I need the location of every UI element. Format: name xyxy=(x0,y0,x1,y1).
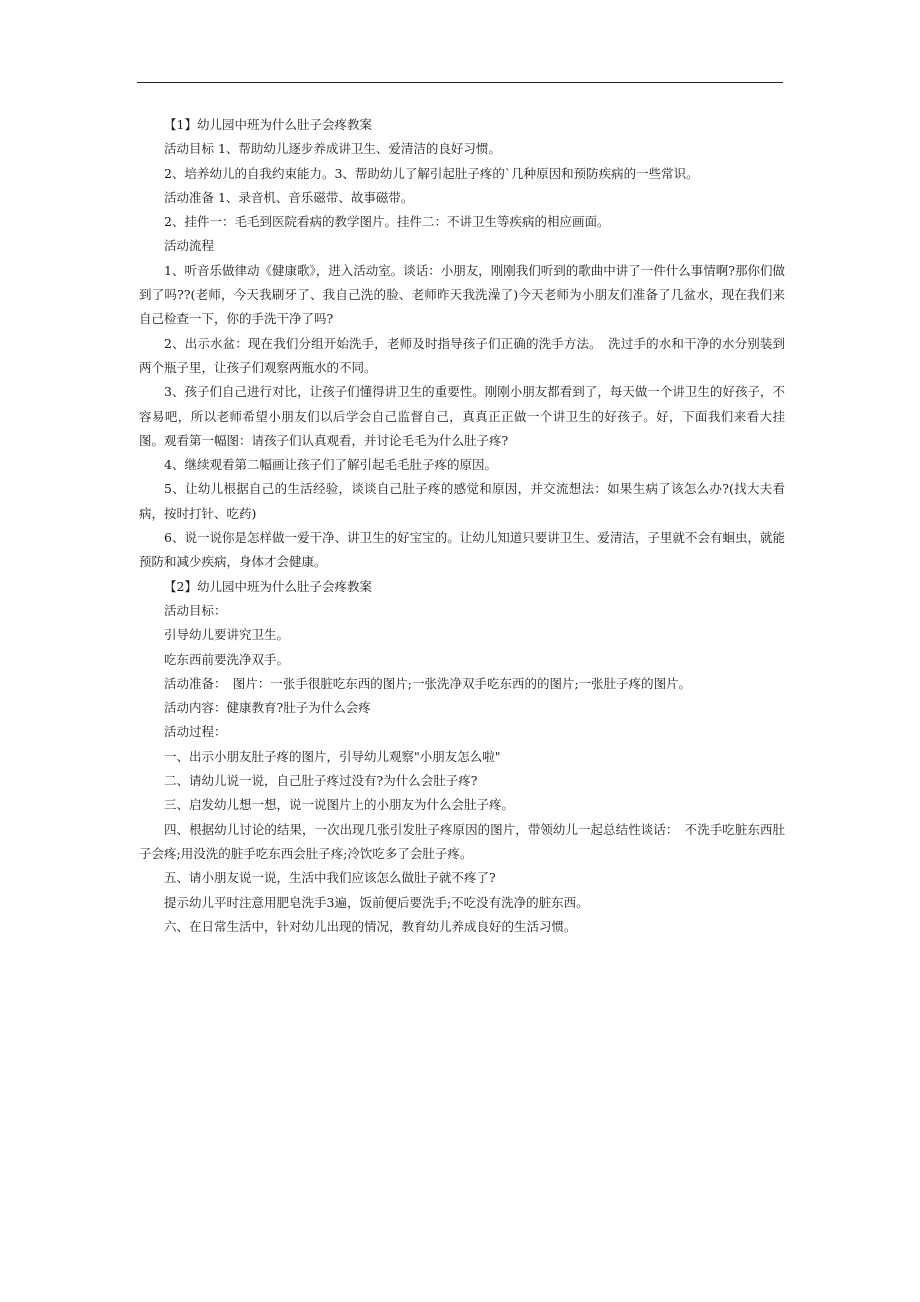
paragraph: 二、请幼儿说一说，自己肚子疼过没有?为什么会肚子疼? xyxy=(164,773,478,789)
paragraph: 活动过程： xyxy=(164,724,227,740)
header-rule xyxy=(137,82,783,83)
paragraph: 活动目标： xyxy=(164,602,227,618)
paragraph: 引导幼儿要讲究卫生。 xyxy=(164,627,290,643)
paragraph: 五、请小朋友说一说，生活中我们应该怎么做肚子就不疼了? xyxy=(164,870,496,886)
paragraph: 六、在日常生活中，针对幼儿出现的情况，教育幼儿养成良好的生活习惯。 xyxy=(164,918,577,934)
section-heading-2: 【2】幼儿园中班为什么肚子会疼教案 xyxy=(164,578,372,594)
paragraph: 4、继续观看第二幅画让孩子们了解引起毛毛肚子疼的原因。 xyxy=(164,457,497,473)
paragraph: 活动内容：健康教育?肚子为什么会疼 xyxy=(164,700,371,716)
paragraph: 1、听音乐做律动《健康歌》，进入活动室。谈话：小朋友，刚刚我们听到的歌曲中讲了一件什么事情啊?那你们做到了吗??(老师，今天我刷牙了、我自己洗的脸、老师昨天我洗澡了)今天老师为小朋友们准备了几盆水，现在我们来自己检查一下，你的手洗干净了吗? xyxy=(139,262,785,327)
paragraph: 活动目标 1、帮助幼儿逐步养成讲卫生、爱清洁的良好习惯。 xyxy=(164,141,501,157)
document-body xyxy=(139,113,785,939)
paragraph: 6、说一说你是怎样做一爱干净、讲卫生的好宝宝的。让幼儿知道只要讲卫生、爱清洁，子里就不会有蛔虫，就能预防和减少疾病，身体才会健康。 xyxy=(139,530,785,570)
paragraph: 2、挂件一：毛毛到医院看病的教学图片。挂件二：不讲卫生等疾病的相应画面。 xyxy=(164,214,610,230)
paragraph: 活动准备： 图片：一张手很脏吃东西的图片;一张洗净双手吃东西的的图片;一张肚子疼的图片。 xyxy=(164,675,692,691)
paragraph: 2、出示水盆：现在我们分组开始洗手，老师及时指导孩子们正确的洗手方法。 洗过手的水和干净的水分别装到两个瓶子里，让孩子们观察两瓶水的不同。 xyxy=(139,335,785,375)
paragraph: 提示幼儿平时注意用肥皂洗手3遍，饭前便后要洗手;不吃没有洗净的脏东西。 xyxy=(164,894,589,910)
paragraph: 5、让幼儿根据自己的生活经验，谈谈自己肚子疼的感觉和原因，并交流想法：如果生病了该怎么办?(找大夫看病，按时打针、吃药) xyxy=(139,481,785,521)
paragraph: 三、启发幼儿想一想，说一说图片上的小朋友为什么会肚子疼。 xyxy=(164,797,515,813)
paragraph: 活动准备 1、录音机、音乐磁带、故事磁带。 xyxy=(164,189,414,205)
paragraph: 活动流程 xyxy=(164,238,215,254)
paragraph: 四、根据幼儿讨论的结果，一次出现几张引发肚子疼原因的图片，带领幼儿一起总结性谈话： 不洗手吃脏东西肚子会疼;用没洗的脏手吃东西会肚子疼;冷饮吃多了会肚子疼。 xyxy=(139,821,785,861)
paragraph: 一、出示小朋友肚子疼的图片，引导幼儿观察"小朋友怎么啦" xyxy=(164,748,501,764)
paragraph: 2、培养幼儿的自我约束能力。3、帮助幼儿了解引起肚子疼的`几种原因和预防疾病的一些常识。 xyxy=(164,165,699,181)
paragraph: 3、孩子们自己进行对比，让孩子们懂得讲卫生的重要性。刚刚小朋友都看到了，每天做一个讲卫生的好孩子，不容易吧，所以老师希望小朋友们以后学会自己监督自己，真真正正做一个讲卫生的好孩子。好，下面我们来看大挂图。观看第一幅图：请孩子们认真观看，并讨论毛毛为什么肚子疼? xyxy=(139,384,785,448)
paragraph: 吃东西前要洗净双手。 xyxy=(164,651,290,667)
section-heading-1: 【1】幼儿园中班为什么肚子会疼教案 xyxy=(164,117,372,132)
